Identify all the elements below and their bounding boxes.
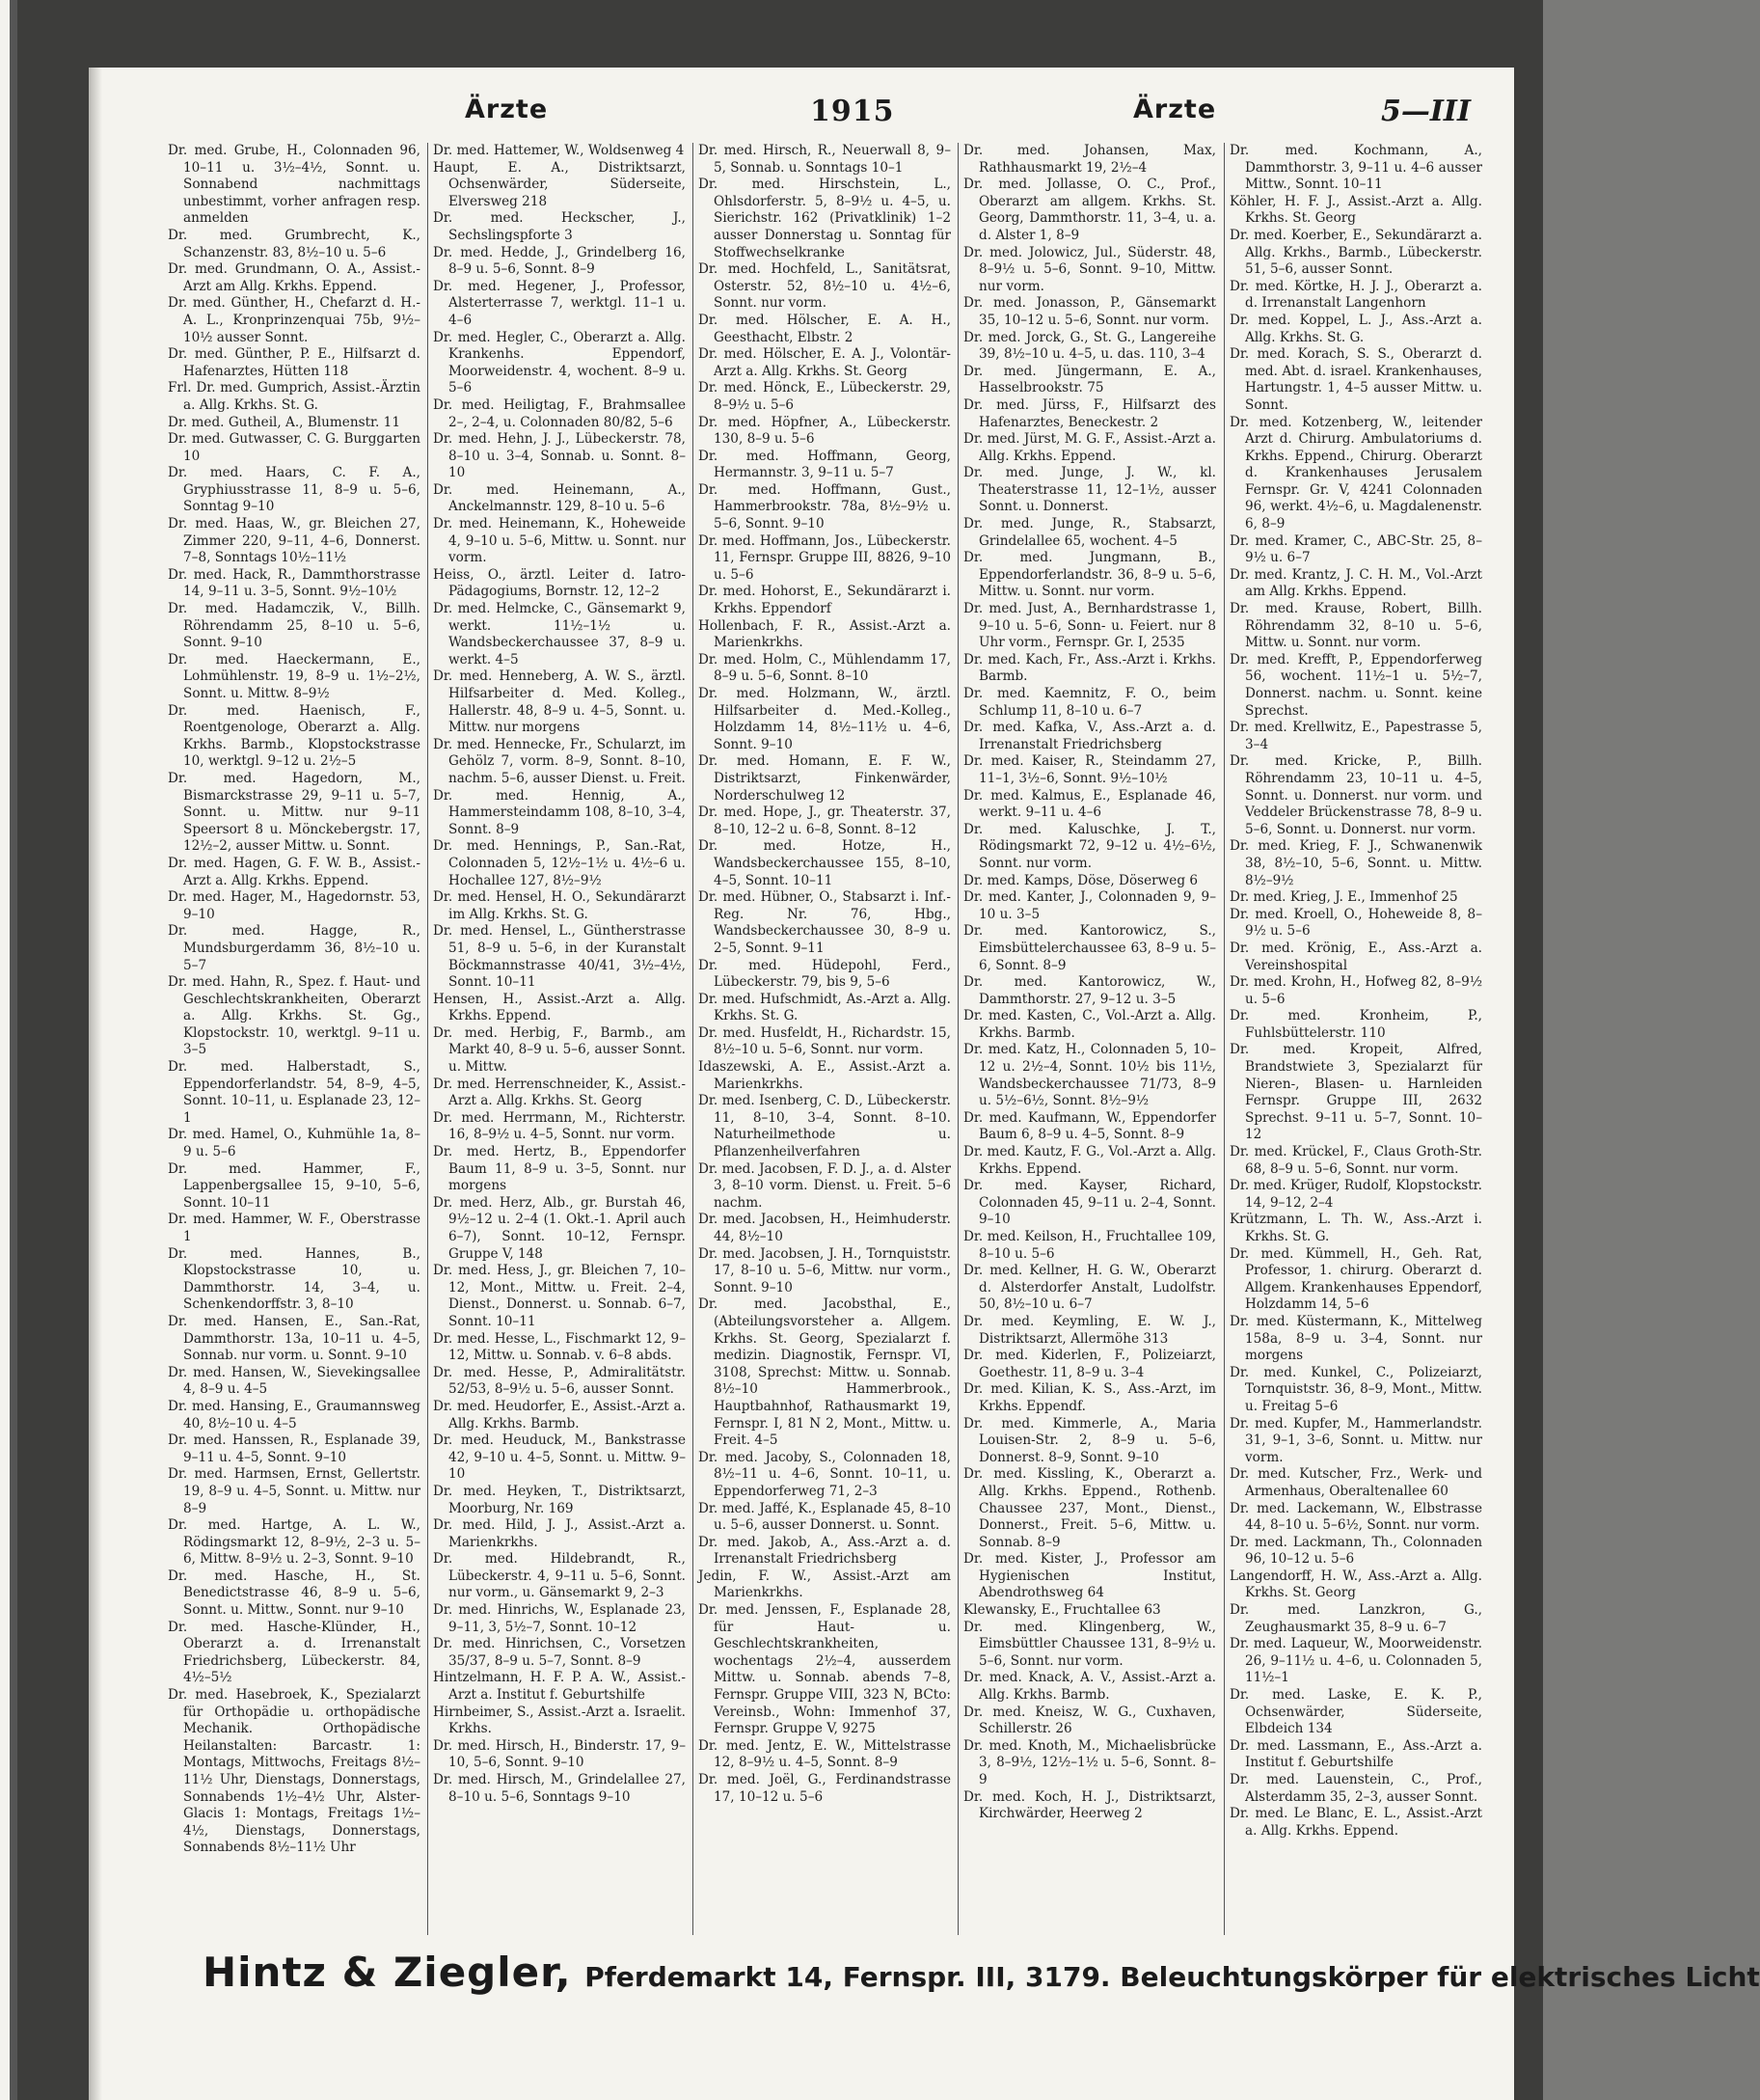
directory-entry: Dr. med. Herz, Alb., gr. Burstah 46, 9½–12 u. 2–4 (1. Okt.-1. April auch 6–7), Sonnt. 10–12, Fernspr. Gruppe V, 148 [433, 1194, 686, 1262]
directory-entry: Dr. med. Kantorowicz, S., Eimsbüttelerchaussee 63, 8–9 u. 5–6, Sonnt. 8–9 [963, 923, 1216, 973]
directory-entry: Dr. med. Kroell, O., Hoheweide 8, 8–9½ u. 5–6 [1230, 906, 1482, 940]
directory-entry: Hensen, H., Assist.-Arzt a. Allg. Krkhs. Eppend. [433, 991, 686, 1024]
directory-entry: Dr. med. Hehn, J. J., Lübeckerstr. 78, 8–10 u. 3–4, Sonnab. u. Sonnt. 8–10 [433, 431, 686, 481]
directory-entry: Dr. med. Hesse, P., Admiralitätstr. 52/53, 8–9½ u. 5–6, ausser Sonnt. [433, 1364, 686, 1398]
directory-entry: Dr. med. Kimmerle, A., Maria Louisen-Str. 2, 8–9 u. 5–6, Donnerst. 8–9, Sonnt. 9–10 [963, 1415, 1216, 1465]
directory-entry: Dr. med. Lackmann, Th., Colonnaden 96, 10–12 u. 5–6 [1230, 1534, 1482, 1568]
directory-entry: Dr. med. Helmcke, C., Gänsemarkt 9, werkt. 11½–1½ u. Wandsbeckerchaussee 37, 8–9 u. werkt. 4–5 [433, 601, 686, 668]
directory-entry: Dr. med. Hanssen, R., Esplanade 39, 9–11 u. 4–5, Sonnt. 9–10 [168, 1432, 420, 1465]
directory-entry: Dr. med. Kilian, K. S., Ass.-Arzt, im Krkhs. Eppendf. [963, 1381, 1216, 1414]
directory-entry: Dr. med. Hochfeld, L., Sanitätsrat, Osterstr. 52, 8½–10 u. 4½–6, Sonnt. nur vorm. [698, 261, 951, 312]
directory-entry: Dr. med. Kunkel, C., Polizeiarzt, Tornquiststr. 36, 8–9, Mont., Mittw. u. Freitag 5–6 [1230, 1364, 1482, 1414]
directory-entry: Dr. med. Kramer, C., ABC-Str. 25, 8–9½ u. 6–7 [1230, 532, 1482, 566]
directory-entry: Dr. med. Kutscher, Frz., Werk- und Armenhaus, Oberaltenallee 60 [1230, 1466, 1482, 1499]
directory-entry: Dr. med. Hammer, W. F., Oberstrasse 1 [168, 1212, 420, 1244]
directory-entry: Dr. med. Hufschmidt, As.-Arzt a. Allg. Krkhs. St. G. [698, 991, 951, 1024]
previous-page-edge [0, 0, 10, 2100]
column-divider [958, 143, 959, 1935]
running-head-right: Ärzte [1133, 95, 1217, 124]
directory-entry: Dr. med. Hagge, R., Mundsburgerdamm 36, 8½–10 u. 5–7 [168, 923, 420, 973]
directory-entry: Dr. med. Hirschstein, L., Ohlsdorferstr. 5, 8–9½ u. 4–5, u. Sierichstr. 162 (Privatklinik) 1–2 ausser Donnerstag u. Sonntag für Stoffwechselkranke [698, 177, 951, 260]
directory-entry: Dr. med. Haeckermann, E., Lohmühlenstr. 19, 8–9 u. 1½–2½, Sonnt. u. Mittw. 8–9½ [168, 651, 420, 701]
directory-entry: Dr. med. Jakob, A., Ass.-Arzt a. d. Irrenanstalt Friedrichsberg [698, 1534, 951, 1568]
directory-entry: Dr. med. Hinrichsen, C., Vorsetzen 35/37, 8–9 u. 5–7, Sonnt. 8–9 [433, 1636, 686, 1669]
directory-entry: Dr. med. Heuduck, M., Bankstrasse 42, 9–10 u. 4–5, Sonnt. u. Mittw. 9–10 [433, 1432, 686, 1483]
directory-entry: Dr. med. Krause, Robert, Billh. Röhrendamm 32, 8–10 u. 5–6, Mittw. u. Sonnt. nur vorm. [1230, 601, 1482, 651]
directory-entry: Dr. med. Hoffmann, Jos., Lübeckerstr. 11, Fernspr. Gruppe III, 8826, 9–10 u. 5–6 [698, 532, 951, 583]
directory-entry: Dr. med. Hübner, O., Stabsarzt i. Inf.-Reg. Nr. 76, Hbg., Wandsbeckerchaussee 30, 8–9 u. 2–5, Sonnt. 9–11 [698, 889, 951, 956]
directory-entry: Dr. med. Gutheil, A., Blumenstr. 11 [168, 414, 400, 430]
directory-entry: Dr. med. Kantorowicz, W., Dammthorstr. 27, 9–12 u. 3–5 [963, 974, 1216, 1007]
directory-entry: Idaszewski, A. E., Assist.-Arzt a. Marienkrkhs. [698, 1059, 951, 1092]
directory-entry: Dr. med. Herbig, F., Barmb., am Markt 40, 8–9 u. 5–6, ausser Sonnt. u. Mittw. [433, 1024, 686, 1076]
directory-entry: Dr. med. Hirsch, H., Binderstr. 17, 9–10, 5–6, Sonnt. 9–10 [433, 1737, 686, 1771]
directory-entry: Dr. med. Krellwitz, E., Papestrasse 5, 3–4 [1230, 720, 1482, 752]
directory-entry: Dr. med. Jorck, G., St. G., Langereihe 39, 8½–10 u. 4–5, u. das. 110, 3–4 [963, 329, 1216, 363]
directory-entry: Dr. med. Hansen, E., San.-Rat, Dammthorstr. 13a, 10–11 u. 4–5, Sonnab. nur vorm. u. Sonnt. 9–10 [168, 1313, 420, 1364]
directory-entry: Dr. med. Hirsch, M., Grindelallee 27, 8–10 u. 5–6, Sonntags 9–10 [433, 1772, 686, 1805]
directory-entry: Dr. med. Holm, C., Mühlendamm 17, 8–9 u. 5–6, Sonnt. 8–10 [698, 651, 951, 685]
column-2 [433, 143, 686, 1947]
directory-entry: Dr. med. Gutwasser, C. G. Burggarten 10 [168, 431, 420, 464]
directory-entry: Hintzelmann, H. F. P. A. W., Assist.-Arzt a. Institut f. Geburtshilfe [433, 1670, 686, 1704]
directory-entry: Dr. med. Kneisz, W. G., Cuxhaven, Schillerstr. 26 [963, 1704, 1216, 1737]
directory-entry: Dr. med. Kaluschke, J. T., Rödingsmarkt 72, 9–12 u. 4½–6½, Sonnt. nur vorm. [963, 821, 1216, 871]
directory-entry: Dr. med. Jolowicz, Jul., Süderstr. 48, 8–9½ u. 5–6, Sonnt. 9–10, Mittw. nur vorm. [963, 244, 1216, 294]
directory-entry: Dr. med. Höpfner, A., Lübeckerstr. 130, 8–9 u. 5–6 [698, 414, 951, 448]
directory-entry: Dr. med. Koppel, L. J., Ass.-Arzt a. Allg. Krkhs. St. G. [1230, 312, 1482, 345]
directory-entry: Dr. med. Kellner, H. G. W., Oberarzt d. Alsterdorfer Anstalt, Ludolfstr. 50, 8½–10 u. 6–7 [963, 1263, 1216, 1313]
directory-entry: Dr. med. Krantz, J. C. H. M., Vol.-Arzt am Allg. Krkhs. Eppend. [1230, 566, 1482, 600]
directory-entry: Dr. med. Kaufmann, W., Eppendorfer Baum 6, 8–9 u. 4–5, Sonnt. 8–9 [963, 1109, 1216, 1143]
directory-entry: Dr. med. Hild, J. J., Assist.-Arzt a. Marienkrkhs. [433, 1517, 686, 1550]
directory-entry: Dr. med. Kaiser, R., Steindamm 27, 11–1, 3½–6, Sonnt. 9½–10½ [963, 753, 1216, 786]
advertisement-text: Pferdemarkt 14, Fernspr. III, 3179. Beleuchtungskörper für elektrisches Licht [584, 1961, 1760, 1993]
directory-entry: Dr. med. Kanter, J., Colonnaden 9, 9–10 u. 3–5 [963, 889, 1216, 922]
directory-entry: Dr. med. Klingenberg, W., Eimsbüttler Chaussee 131, 8–9½ u. 5–6, Sonnt. nur vorm. [963, 1619, 1216, 1669]
directory-entry: Dr. med. Hotze, H., Wandsbeckerchaussee 155, 8–10, 4–5, Sonnt. 10–11 [698, 838, 951, 888]
directory-entry: Dr. med. Kiderlen, F., Polizeiarzt, Goethestr. 11, 8–9 u. 3–4 [963, 1348, 1216, 1380]
column-5 [1230, 143, 1482, 1947]
directory-entry: Dr. med. Grundmann, O. A., Assist.-Arzt am Allg. Krkhs. Eppend. [168, 261, 420, 294]
directory-entry: Dr. med. Hansing, E., Graumannsweg 40, 8½–10 u. 4–5 [168, 1398, 420, 1432]
column-4 [963, 143, 1216, 1947]
column-divider [1224, 143, 1225, 1935]
directory-entry: Dr. med. Hadamczik, V., Billh. Röhrendamm 25, 8–10 u. 5–6, Sonnt. 9–10 [168, 601, 420, 651]
directory-entry: Dr. med. Hohorst, E., Sekundärarzt i. Krkhs. Eppendorf [698, 584, 951, 617]
directory-entry: Dr. med. Hönck, E., Lübeckerstr. 29, 8–9½ u. 5–6 [698, 380, 951, 413]
directory-entry: Dr. med. Hegler, C., Oberarzt a. Allg. Krankenhs. Eppendorf, Moorweidenstr. 4, wochent. 8–9 u. 5–6 [433, 329, 686, 396]
directory-entry: Dr. med. Knoth, M., Michaelisbrücke 3, 8–9½, 12½–1½ u. 5–6, Sonnt. 8–9 [963, 1737, 1216, 1787]
directory-entry: Dr. med. Kricke, P., Billh. Röhrendamm 23, 10–11 u. 4–5, Sonnt. u. Donnerst. nur vorm. und Veddeler Brückenstrasse 78, 8–9 u. 5–6, Sonnt. u. Donnerst. nur vorm. [1230, 753, 1482, 837]
column-3 [698, 143, 951, 1947]
directory-entry: Dr. med. Haars, C. F. A., Gryphiusstrasse 11, 8–9 u. 5–6, Sonntag 9–10 [168, 465, 420, 515]
directory-entry: Dr. med. Kister, J., Professor am Hygienischen Institut, Abendrothsweg 64 [963, 1551, 1216, 1601]
directory-entry: Dr. med. Jacoby, S., Colonnaden 18, 8½–11 u. 4–6, Sonnt. 10–11, u. Eppendorferweg 71, 2–3 [698, 1449, 951, 1499]
directory-entry: Dr. med. Hesse, L., Fischmarkt 12, 9–12, Mittw. u. Sonnab. v. 6–8 abds. [433, 1330, 686, 1364]
directory-entry: Dr. med. Keymling, E. W. J., Distriktsarzt, Allermöhe 313 [963, 1313, 1216, 1347]
directory-entry: Dr. med. Laske, E. K. P., Ochsenwärder, Süderseite, Elbdeich 134 [1230, 1687, 1482, 1737]
directory-entry: Dr. med. Knack, A. V., Assist.-Arzt a. Allg. Krkhs. Barmb. [963, 1670, 1216, 1704]
directory-entry: Dr. med. Jenssen, F., Esplanade 28, für Haut- u. Geschlechtskrankheiten, wochentags 2½–4, ausserdem Mittw. u. Sonnab. abends 7–8, Fernspr. Gruppe VIII, 323 N, BCto: Vereinsb., Wohn: Immenhof 37, Fernspr. Gruppe V, 9275 [698, 1602, 951, 1737]
directory-entry: Dr. med. Hasebroek, K., Spezialarzt für Orthopädie u. orthopädische Mechanik. Orthopädische Heilanstalten: Barcastr. 1: Montags, Mittwochs, Freitags 8½–11½ Uhr, Dienstags, Donnerstags, Sonnabends 1½–4½ Uhr, Alster-Glacis 1: Montags, Freitags 1½–4½, Dienstags, Donnerstags, Sonnabends 8½–11½ Uhr [168, 1687, 420, 1856]
directory-entry: Dr. med. Jungmann, B., Eppendorferlandstr. 36, 8–9 u. 5–6, Mittw. u. Sonnt. nur vorm. [963, 550, 1216, 600]
directory-entry: Dr. med. Kasten, C., Vol.-Arzt a. Allg. Krkhs. Barmb. [963, 1008, 1216, 1041]
page-number: 5—III [1381, 95, 1471, 128]
directory-entry: Dr. med. Krefft, P., Eppendorferweg 56, wochent. 11½–1 u. 5½–7, Donnerst. nachm. u. Sonnt. keine Sprechst. [1230, 651, 1482, 719]
directory-entry: Dr. med. Hoffmann, Georg, Hermannstr. 3, 9–11 u. 5–7 [698, 448, 951, 481]
directory-entry: Dr. med. Hartge, A. L. W., Rödingsmarkt 12, 8–9½, 2–3 u. 5–6, Mittw. 8–9½ u. 2–3, Sonnt. 9–10 [168, 1517, 420, 1568]
directory-entry: Dr. med. Jentz, E. W., Mittelstrasse 12, 8–9½ u. 4–5, Sonnt. 8–9 [698, 1737, 951, 1771]
column-divider [692, 143, 693, 1935]
advertiser-name: Hintz & Ziegler, [203, 1949, 572, 1996]
directory-entry: Dr. med. Keilson, H., Fruchtallee 109, 8–10 u. 5–6 [963, 1229, 1216, 1262]
directory-entry: Dr. med. Hasche, H., St. Benedictstrasse 46, 8–9 u. 5–6, Sonnt. u. Mittw., Sonnt. nur 9–10 [168, 1568, 420, 1619]
directory-entry: Dr. med. Jonasson, P., Gänsemarkt 35, 10–12 u. 5–6, Sonnt. nur vorm. [963, 295, 1216, 328]
directory-entry: Dr. med. Lanzkron, G., Zeughausmarkt 35, 8–9 u. 6–7 [1230, 1602, 1482, 1635]
directory-entry: Dr. med. Heyken, T., Distriktsarzt, Moorburg, Nr. 169 [433, 1483, 686, 1516]
directory-entry: Dr. med. Hölscher, E. A. J., Volontär-Arzt a. Allg. Krkhs. St. Georg [698, 346, 951, 379]
column-divider [427, 143, 428, 1935]
directory-entry: Dr. med. Günther, P. E., Hilfsarzt d. Hafenarztes, Hütten 118 [168, 346, 420, 379]
directory-entry: Dr. med. Kümmell, H., Geh. Rat, Professor, 1. chirurg. Oberarzt d. Allgem. Krankenhauses Eppendorf, Holzdamm 14, 5–6 [1230, 1245, 1482, 1313]
column-1 [168, 143, 420, 1947]
gutter-shadow [89, 68, 102, 2100]
running-head-left: Ärzte [465, 95, 549, 124]
directory-entry: Dr. med. Krieg, F. J., Schwanenwik 38, 8½–10, 5–6, Sonnt. u. Mittw. 8½–9½ [1230, 838, 1482, 888]
directory-entry: Dr. med. Holzmann, W., ärztl. Hilfsarbeiter d. Med.-Kolleg., Holzdamm 14, 8½–11½ u. 4–6, Sonnt. 9–10 [698, 686, 951, 752]
directory-entry: Dr. med. Hagen, G. F. W. B., Assist.-Arzt a. Allg. Krkhs. Eppend. [168, 855, 420, 888]
directory-entry: Dr. med. Henneberg, A. W. S., ärztl. Hilfsarbeiter d. Med. Kolleg., Hallerstr. 48, 8–9 u. 4–5, Sonnt. u. Mittw. nur morgens [433, 668, 686, 736]
directory-entry: Dr. med. Jacobsen, J. H., Tornquiststr. 17, 8–10 u. 5–6, Mittw. nur vorm., Sonnt. 9–10 [698, 1245, 951, 1295]
directory-entry: Dr. med. Kalmus, E., Esplanade 46, werkt. 9–11 u. 4–6 [963, 787, 1216, 821]
directory-entry: Dr. med. Heinemann, K., Hoheweide 4, 9–10 u. 5–6, Mittw. u. Sonnt. nur vorm. [433, 516, 686, 566]
directory-entry: Dr. med. Kaemnitz, F. O., beim Schlump 11, 8–10 u. 6–7 [963, 686, 1216, 719]
directory-entry: Dr. med. Hennecke, Fr., Schularzt, im Gehölz 7, vorm. 8–9, Sonnt. 8–10, nachm. 5–6, ausser Dienst. u. Freit. [433, 736, 686, 786]
directory-entry: Dr. med. Harmsen, Ernst, Gellertstr. 19, 8–9 u. 4–5, Sonnt. u. Mittw. nur 8–9 [168, 1466, 420, 1516]
directory-entry: Dr. med. Korach, S. S., Oberarzt d. med. Abt. d. israel. Krankenhauses, Hartungstr. 1, 4–5 ausser Mittw. u. Sonnt. [1230, 346, 1482, 413]
directory-entry: Dr. med. Kropeit, Alfred, Brandstwiete 3, Spezialarzt für Nieren-, Blasen- u. Harnleiden Fernspr. Gruppe III, 2632 Sprechst. 9–11 u. 5–7, Sonnt. 10–12 [1230, 1042, 1482, 1143]
directory-entry: Dr. med. Körtke, H. J. J., Oberarzt a. d. Irrenanstalt Langenhorn [1230, 278, 1482, 312]
directory-entry: Dr. med. Isenberg, C. D., Lübeckerstr. 11, 8–10, 3–4, Sonnt. 8–10. Naturheilmethode u. Pflanzenheilverfahren [698, 1093, 951, 1160]
directory-entry: Dr. med. Hinrichs, W., Esplanade 23, 9–11, 3, 5½–7, Sonnt. 10–12 [433, 1602, 686, 1635]
directory-entry: Dr. med. Hildebrandt, R., Lübeckerstr. 4, 9–11 u. 5–6, Sonnt. nur vorm., u. Gänsemarkt 9, 2–3 [433, 1551, 686, 1601]
directory-entry: Dr. med. Kamps, Döse, Döserweg 6 [963, 872, 1198, 888]
directory-entry: Dr. med. Haenisch, F., Roentgenologe, Oberarzt a. Allg. Krkhs. Barmb., Klopstockstrasse 10, werktgl. 9–12 u. 2½–5 [168, 702, 420, 770]
directory-entry: Dr. med. Jacobsthal, E., (Abteilungsvorsteher a. Allgem. Krkhs. St. Georg, Spezialarzt f. medizin. Diagnostik, Fernspr. VI, 3108, Sprechst: Mittw. u. Sonnab. 8½–10 Hammerbrook., Hauptbahnhof, Rathausmarkt 19, Fernspr. I, 81 N 2, Mont., Mittw. u. Freit. 4–5 [698, 1296, 951, 1449]
directory-entry: Haupt, E. A., Distriktsarzt, Ochsenwärder, Süderseite, Elversweg 218 [433, 159, 686, 209]
directory-entry: Heiss, O., ärztl. Leiter d. Iatro-Pädagogiums, Bornstr. 12, 12–2 [433, 566, 686, 600]
directory-entry: Dr. med. Just, A., Bernhardstrasse 1, 9–10 u. 5–6, Sonn- u. Feiert. nur 8 Uhr vorm., Fernspr. Gr. I, 2535 [963, 601, 1216, 651]
directory-entry: Dr. med. Hansen, W., Sievekingsallee 4, 8–9 u. 4–5 [168, 1364, 420, 1398]
directory-entry: Dr. med. Hedde, J., Grindelberg 16, 8–9 u. 5–6, Sonnt. 8–9 [433, 244, 686, 278]
directory-entry: Dr. med. Johansen, Max, Rathhausmarkt 19, 2½–4 [963, 143, 1216, 176]
advertisement-footer [203, 1949, 1760, 2006]
directory-entry: Dr. med. Kafka, V., Ass.-Arzt a. d. Irrenanstalt Friedrichsberg [963, 720, 1216, 752]
directory-entry: Dr. med. Hegener, J., Professor, Alsterterrasse 7, werktgl. 11–1 u. 4–6 [433, 278, 686, 328]
directory-entry: Dr. med. Heudorfer, E., Assist.-Arzt a. Allg. Krkhs. Barmb. [433, 1398, 686, 1432]
directory-entry: Dr. med. Herrenschneider, K., Assist.-Arzt a. Allg. Krkhs. St. Georg [433, 1076, 686, 1109]
directory-entry: Dr. med. Lauenstein, C., Prof., Alsterdamm 35, 2–3, ausser Sonnt. [1230, 1772, 1482, 1805]
directory-entry: Dr. med. Junge, R., Stabsarzt, Grindelallee 65, wochent. 4–5 [963, 516, 1216, 549]
directory-entry: Hollenbach, F. R., Assist.-Arzt a. Marienkrkhs. [698, 617, 951, 651]
directory-entry: Dr. med. Kissling, K., Oberarzt a. Allg. Krkhs. Eppend., Rothenb. Chaussee 237, Mont., Dienst., Donnerst., Freit. 5–6, Mittw. u. Sonnab. 8–9 [963, 1466, 1216, 1550]
directory-entry: Dr. med. Jacobsen, H., Heimhuderstr. 44, 8½–10 [698, 1212, 951, 1244]
directory-entry: Dr. med. Grube, H., Colonnaden 96, 10–11 u. 3½–4½, Sonnt. u. Sonnabend nachmittags unbestimmt, vorher anfragen resp. anmelden [168, 143, 420, 227]
directory-entry: Dr. med. Halberstadt, S., Eppendorferlandstr. 54, 8–9, 4–5, Sonnt. 10–11, u. Esplanade 23, 12–1 [168, 1059, 420, 1126]
directory-entry: Dr. med. Kronheim, P., Fuhlsbüttelerstr. 110 [1230, 1008, 1482, 1041]
directory-entry: Dr. med. Hahn, R., Spez. f. Haut- und Geschlechtskrankheiten, Oberarzt a. Allg. Krkhs. St. Gg., Klopstockstr. 10, werktgl. 9–11 u. 3–5 [168, 974, 420, 1058]
directory-entry: Dr. med. Herrmann, M., Richterstr. 16, 8–9½ u. 4–5, Sonnt. nur vorm. [433, 1109, 686, 1143]
directory-entry: Dr. med. Hack, R., Dammthorstrasse 14, 9–11 u. 3–5, Sonnt. 9½–10½ [168, 566, 420, 600]
directory-entry: Dr. med. Jaffé, K., Esplanade 45, 8–10 u. 5–6, ausser Donnerst. u. Sonnt. [698, 1500, 951, 1534]
page-header [89, 95, 1514, 133]
directory-entry: Dr. med. Grumbrecht, K., Schanzenstr. 83, 8½–10 u. 5–6 [168, 227, 420, 260]
directory-entry: Dr. med. Hope, J., gr. Theaterstr. 37, 8–10, 12–2 u. 6–8, Sonnt. 8–12 [698, 805, 951, 837]
directory-entry: Dr. med. Laqueur, W., Moorweidenstr. 26, 9–11½ u. 4–6, u. Colonnaden 5, 11½–1 [1230, 1636, 1482, 1686]
directory-entry: Dr. med. Hensel, L., Güntherstrasse 51, 8–9 u. 5–6, in der Kuranstalt Böckmannstrasse 40/41, 3½–4½, Sonnt. 10–11 [433, 923, 686, 991]
directory-entry: Dr. med. Le Blanc, E. L., Assist.-Arzt a. Allg. Krkhs. Eppend. [1230, 1806, 1482, 1839]
directory-entry: Dr. med. Hennings, P., San.-Rat, Colonnaden 5, 12½–1½ u. 4½–6 u. Hochallee 127, 8½–9½ [433, 838, 686, 888]
directory-entry: Dr. med. Jollasse, O. C., Prof., Oberarzt am allgem. Krkhs. St. Georg, Dammthorstr. 11, 3–4, u. a. d. Alster 1, 8–9 [963, 177, 1216, 243]
directory-entry: Dr. med. Krüger, Rudolf, Klopstockstr. 14, 9–12, 2–4 [1230, 1178, 1482, 1211]
directory-entry: Dr. med. Küstermann, K., Mittelweg 158a, 8–9 u. 3–4, Sonnt. nur morgens [1230, 1313, 1482, 1364]
directory-entry: Dr. med. Jacobsen, F. D. J., a. d. Alster 3, 8–10 vorm. Dienst. u. Freit. 5–6 nachm. [698, 1160, 951, 1211]
directory-entry: Dr. med. Junge, J. W., kl. Theaterstrasse 11, 12–1½, ausser Sonnt. u. Donnerst. [963, 465, 1216, 515]
directory-entry: Dr. med. Hagedorn, M., Bismarckstrasse 29, 9–11 u. 5–7, Sonnt. u. Mittw. nur 9–11 Speersort 8 u. Mönckebergstr. 17, 12½–2, ausser Mittw. u. Sonnt. [168, 770, 420, 855]
directory-page [89, 68, 1760, 2100]
directory-entry: Dr. med. Krönig, E., Ass.-Arzt a. Vereinshospital [1230, 940, 1482, 973]
directory-entry: Dr. med. Heckscher, J., Sechslingspforte 3 [433, 210, 686, 243]
directory-entry: Dr. med. Hammer, F., Lappenbergsallee 15, 9–10, 5–6, Sonnt. 10–11 [168, 1160, 420, 1211]
directory-entry: Dr. med. Husfeldt, H., Richardstr. 15, 8½–10 u. 5–6, Sonnt. nur vorm. [698, 1024, 951, 1058]
directory-entry: Frl. Dr. med. Gumprich, Assist.-Ärztin a. Allg. Krkhs. St. G. [168, 380, 420, 413]
directory-entry: Dr. med. Heinemann, A., Anckelmannstr. 129, 8–10 u. 5–6 [433, 481, 686, 515]
directory-entry: Dr. med. Haas, W., gr. Bleichen 27, Zimmer 220, 9–11, 4–6, Donnerst. 7–8, Sonntags 10½–11½ [168, 516, 420, 566]
page-year: 1915 [810, 95, 895, 128]
directory-entry: Dr. med. Katz, H., Colonnaden 5, 10–12 u. 2½–4, Sonnt. 10½ bis 11½, Wandsbeckerchaussee 71/73, 8–9 u. 5½–6½, Sonnt. 8½–9½ [963, 1042, 1216, 1109]
directory-entry: Langendorff, H. W., Ass.-Arzt a. Allg. Krkhs. St. Georg [1230, 1568, 1482, 1601]
directory-entry: Hirnbeimer, S., Assist.-Arzt a. Israelit. Krkhs. [433, 1704, 686, 1737]
directory-entry: Dr. med. Kupfer, M., Hammerlandstr. 31, 9–1, 3–6, Sonnt. u. Mittw. nur vorm. [1230, 1415, 1482, 1465]
directory-entry: Dr. med. Joël, G., Ferdinandstrasse 17, 10–12 u. 5–6 [698, 1772, 951, 1805]
directory-entry: Dr. med. Koerber, E., Sekundärarzt a. Allg. Krkhs., Barmb., Lübeckerstr. 51, 5–6, ausser Sonnt. [1230, 227, 1482, 278]
directory-entry: Dr. med. Hannes, B., Klopstockstrasse 10, u. Dammthorstr. 14, 3–4, u. Schenkendorffstr. 3, 8–10 [168, 1245, 420, 1313]
directory-entry: Dr. med. Heiligtag, F., Brahmsallee 2–, 2–4, u. Colonnaden 80/82, 5–6 [433, 396, 686, 430]
directory-entry: Dr. med. Hattemer, W., Woldsenweg 4 [433, 143, 685, 158]
directory-entry: Dr. med. Hasche-Klünder, H., Oberarzt a. d. Irrenanstalt Friedrichsberg, Lübeckerstr. 84, 4½–5½ [168, 1619, 420, 1686]
directory-entry: Dr. med. Krieg, J. E., Immenhof 25 [1230, 889, 1458, 906]
directory-entry: Dr. med. Lassmann, E., Ass.-Arzt a. Institut f. Geburtshilfe [1230, 1737, 1482, 1771]
directory-entry: Klewansky, E., Fruchtallee 63 [963, 1602, 1161, 1619]
directory-entry: Dr. med. Hess, J., gr. Bleichen 7, 10–12, Mont., Mittw. u. Freit. 2–4, Dienst., Donnerst. u. Sonnab. 6–7, Sonnt. 10–11 [433, 1263, 686, 1329]
directory-entry: Dr. med. Kotzenberg, W., leitender Arzt d. Chirurg. Ambulatoriums d. Krkhs. Eppend., Chirurg. Oberarzt d. Krankenhauses Jerusalem Fernspr. Gr. V, 4241 Colonnaden 96, werkt. 4½–6, u. Magdalenenstr. 6, 8–9 [1230, 414, 1482, 532]
directory-entry: Dr. med. Jürss, F., Hilfsarzt des Hafenarztes, Beneckestr. 2 [963, 396, 1216, 430]
directory-entry: Dr. med. Krückel, F., Claus Groth-Str. 68, 8–9 u. 5–6, Sonnt. nur vorm. [1230, 1144, 1482, 1177]
binding-shadow [10, 0, 17, 2100]
directory-entry: Dr. med. Homann, E. F. W., Distriktsarzt, Finkenwärder, Norderschulweg 12 [698, 753, 951, 804]
directory-entry: Dr. med. Kochmann, A., Dammthorstr. 3, 9–11 u. 4–6 ausser Mittw., Sonnt. 10–11 [1230, 143, 1482, 193]
directory-entry: Dr. med. Jürst, M. G. F., Assist.-Arzt a. Allg. Krkhs. Eppend. [963, 431, 1216, 464]
directory-entry: Köhler, H. F. J., Assist.-Arzt a. Allg. Krkhs. St. Georg [1230, 193, 1482, 227]
directory-entry: Dr. med. Hoffmann, Gust., Hammerbrookstr. 78a, 8½–9½ u. 5–6, Sonnt. 9–10 [698, 481, 951, 532]
directory-entry: Dr. med. Krohn, H., Hofweg 82, 8–9½ u. 5–6 [1230, 974, 1482, 1007]
directory-entry: Dr. med. Hensel, H. O., Sekundärarzt im Allg. Krkhs. St. G. [433, 889, 686, 922]
directory-entry: Dr. med. Jüngermann, E. A., Hasselbrookstr. 75 [963, 363, 1216, 396]
directory-entry: Dr. med. Kach, Fr., Ass.-Arzt i. Krkhs. Barmb. [963, 651, 1216, 685]
directory-entry: Dr. med. Koch, H. J., Distriktsarzt, Kirchwärder, Heerweg 2 [963, 1788, 1216, 1822]
directory-entry: Dr. med. Hennig, A., Hammersteindamm 108, 8–10, 3–4, Sonnt. 8–9 [433, 787, 686, 837]
directory-entry: Dr. med. Hirsch, R., Neuerwall 8, 9–5, Sonnab. u. Sonntags 10–1 [698, 143, 951, 176]
directory-entry: Dr. med. Hertz, B., Eppendorfer Baum 11, 8–9 u. 3–5, Sonnt. nur morgens [433, 1144, 686, 1194]
directory-entry: Krützmann, L. Th. W., Ass.-Arzt i. Krkhs. St. G. [1230, 1212, 1482, 1244]
directory-entry: Dr. med. Kautz, F. G., Vol.-Arzt a. Allg. Krkhs. Eppend. [963, 1144, 1216, 1177]
directory-entry: Dr. med. Hüdepohl, Ferd., Lübeckerstr. 79, bis 9, 5–6 [698, 957, 951, 991]
directory-entry: Dr. med. Hamel, O., Kuhmühle 1a, 8–9 u. 5–6 [168, 1127, 420, 1160]
directory-entry: Dr. med. Lackemann, W., Elbstrasse 44, 8–10 u. 5–6½, Sonnt. nur vorm. [1230, 1500, 1482, 1534]
directory-entry: Dr. med. Hölscher, E. A. H., Geesthacht, Elbstr. 2 [698, 312, 951, 345]
directory-entry: Dr. med. Hager, M., Hagedornstr. 53, 9–10 [168, 889, 420, 922]
directory-entry: Jedin, F. W., Assist.-Arzt am Marienkrkhs. [698, 1568, 951, 1601]
directory-entry: Dr. med. Kayser, Richard, Colonnaden 45, 9–11 u. 2–4, Sonnt. 9–10 [963, 1178, 1216, 1228]
directory-entry: Dr. med. Günther, H., Chefarzt d. H.-A. L., Kronprinzenquai 75b, 9½–10½ ausser Sonnt. [168, 295, 420, 345]
